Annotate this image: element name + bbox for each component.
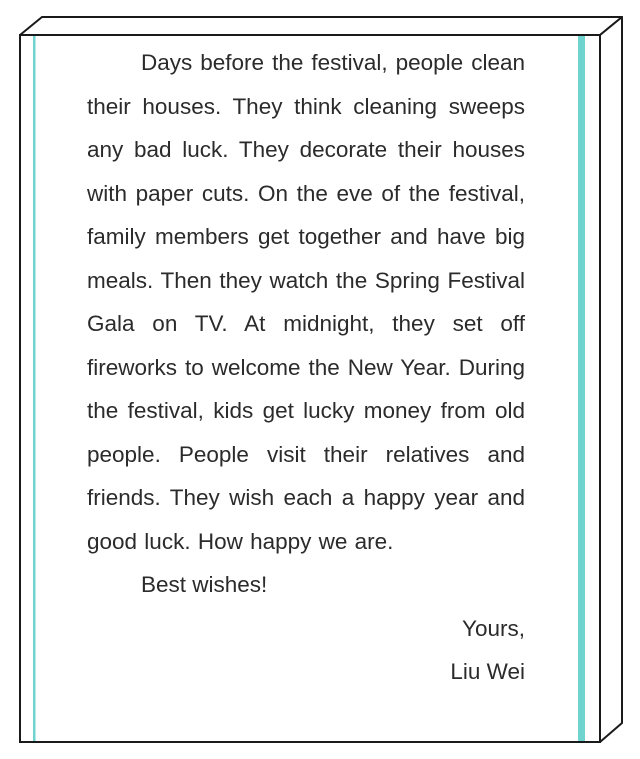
letter-signoff: Yours,: [462, 615, 525, 641]
letter-body: Days before the festival, people clean their houses. They think cleaning sweeps any bad luck. They decorate their houses with paper cuts. On the eve of the festival, family members get together and have big meals. Then they watch the Spring Festival Gala on TV. At midnight, they set off fireworks to welcome the New Year. During the festival, kids get lucky money from old people. People visit their relatives and friends. They wish each a happy year and good luck. How happy we are.: [87, 50, 525, 554]
letter-content: [87, 41, 525, 694]
book-side-face: [600, 17, 622, 742]
letter-signature: Liu Wei: [450, 659, 525, 684]
right-margin-stripe: [578, 36, 585, 741]
letter-closing: Best wishes!: [141, 572, 268, 597]
book-top-face: [20, 17, 622, 35]
left-margin-stripe: [33, 36, 36, 741]
